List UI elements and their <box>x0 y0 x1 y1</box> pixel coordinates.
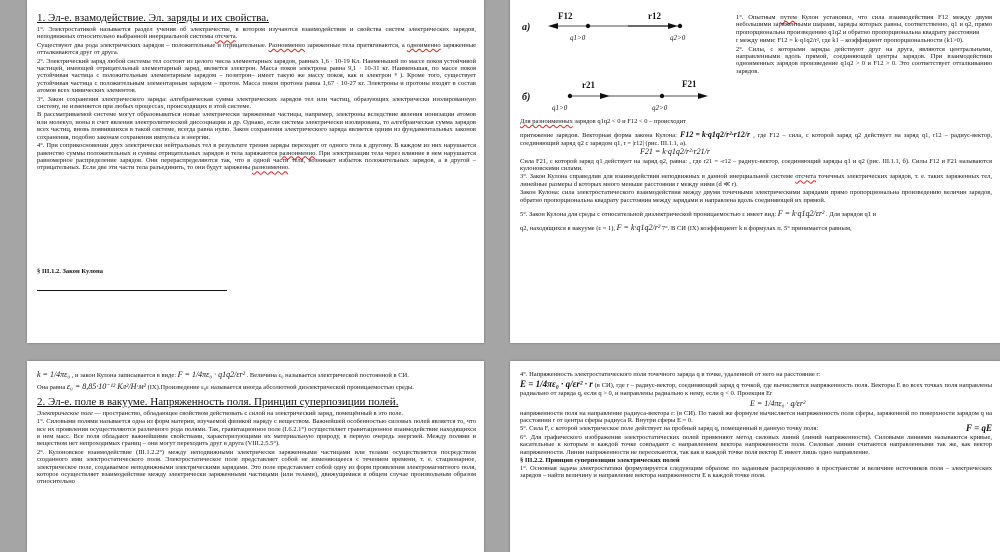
q2-label: q2>0 <box>670 34 686 42</box>
f21-label: F21 <box>682 79 697 89</box>
divider <box>37 290 227 291</box>
r12-label: r12 <box>648 11 661 21</box>
page-title: 1. Эл-е. взамодействие. Эл. заряды и их свойства. <box>37 12 269 24</box>
force-arrow-f21 <box>698 93 708 99</box>
spell-flag: путем <box>780 14 797 21</box>
charge-q1-dot <box>586 24 590 28</box>
diagram-a-label: а) <box>522 22 531 33</box>
spell-flag: отсчета <box>795 173 817 181</box>
force-arrow-f12 <box>548 23 558 29</box>
field-scalar-formula: E = 1/4πε₀ · q/εr² <box>750 399 806 409</box>
spell-flag: Для разноименных <box>520 118 573 125</box>
k-formula: k = 1/4πε₀ <box>37 370 71 379</box>
section-heading: § III.1.2. Закон Кулона <box>37 268 103 275</box>
document-page-3 <box>27 361 484 552</box>
spell-flag: разноименно <box>251 164 289 172</box>
formula-line: k = 1/4πε₀ , и закон Кулона записывается в виде: F = 1/4πε₀ · q1q2/εr² . Величина ε₀ называется электрической постоянной в СИ. <box>37 370 409 379</box>
paragraph: 3°. Закон сохранения электрического заряда: алгебраическая сумма электрических зарядов тел или частиц, образующих электрически изолированную систему, не изменяется при любых процессах, происходящих в этой системе. <box>37 95 476 111</box>
spell-flag: Разноименно <box>268 41 306 49</box>
radius-arrow-r21 <box>600 93 610 99</box>
document-page-2 <box>510 0 1000 343</box>
paragraph: Она равна ε₀ = 8,85·10⁻¹² Кл²/Н·м² (IX).Произведение ε₀ε называется иногда абсолютной диэлектрической проницаемостью среды. <box>37 382 415 392</box>
formula-line <box>520 400 992 408</box>
paragraph: F = qE 5°. Сила F, с которой электрическое поле действует на пробный заряд q, помещенный в данную точку поля: <box>520 423 992 434</box>
coulomb-force-diagram <box>510 8 715 118</box>
charge-q2-dot <box>678 24 682 28</box>
paragraph: 2°. Электрический заряд любой системы тел состоит из целого числа элементарных зарядов, равных 1,6 · 10-19 Кл. Наименьшей по массе покоя устойчивой частицей, имеющей отрицательный элементарный заряд, является электрон. Масса покоя электрона равна 9,1 · 10-31 кг. Наименьшая, по массе покоя устойчивая частица с положительным элементарным зарядом – позитрон– имеет такую же массу покоя, как и электрон ⁸ ). Кроме того, существует устойчивая частица с положительным элементарным зарядом – протон. Масса покоя протона равна 1,67 · 10-27 кг. Электроны и протоны входят в состав атомов всех химических элементов. <box>37 57 476 95</box>
paragraph: r между ними: F12 = k·q1q2/r², где k1 – коэффициент пропорциональности (k1>0). <box>736 37 964 45</box>
q1-label: q1>0 <box>570 34 586 42</box>
paragraph: Электрическое поле — пространство, обладающее свойством действовать с силой на электрический заряд, помещённый в это поле. <box>37 409 404 417</box>
radius-arrow-r12 <box>668 23 678 29</box>
coulomb-f21-formula: F21 = k·q1q2/r²·r21/r <box>640 147 711 157</box>
paragraph: q2, находящихся в вакууме (ε = 1), F = k·q1q2/r² 7°. В СИ (IX) коэффициент k в формулах п. 5° принимается равным, <box>520 223 852 233</box>
paragraph: 4°. При соприкосновении двух электрически нейтральных тел в результате трения заряды переходят от одного тела к другому. В каждом из них нарушается равенство суммы положительных и суммы отрицательных зарядов и тела заряжаются разноименно. При электризации тела через влияние в нем нарушается равномерное распределение зарядов. Они перераспределяются так, что в одной части тела, возникает избыток положительных зарядов, а в другой – отрицательных. Если две эти части тела разъединить, то они будут заряжены разноименно. <box>37 142 477 172</box>
document-page-1 <box>27 0 484 343</box>
f12-label: F12 <box>558 11 573 21</box>
document-page-4 <box>510 361 1000 552</box>
field-vector-formula: E = 1/4πε₀ · q/εr² · r <box>520 379 593 390</box>
paragraph: Для разноименных зарядов q1q2 < 0 и F12 < 0 – происходит <box>520 118 686 125</box>
paragraph: Закон Кулона: сила электростатического взаимодействия между двумя точечными электрическими зарядами прямо пропорциональна произведению величин зарядов, обратно пропорциональна квадрату расстояния между зарядами и направлена вдоль соединяющей их прямой. <box>520 189 992 204</box>
paragraph: 4°. Напряженность электростатического поля точечного заряда q в точке, удаленной от него на расстояние r: <box>520 371 821 378</box>
paragraph: 6°. Для графического изображения электростатических полей применяют метод силовых линий (линий напряженности). Силовыми линиями называются кривые, касательные к которым в каждой точке совпадают с направлением вектора напряженности поля. Силовые линии считаются направленными так же, как вектор напряженности. Линии напряженности не пересекаются, так как в каждой точке поля вектор E имеет лишь одно направление. <box>520 433 992 456</box>
coulomb-vector-formula: F12 = k·q1q2/r²·r12/r <box>680 130 751 140</box>
paragraph: Сила F21, с которой заряд q1 действует на заряд q2, равна: , где r21 = -r12 – радиус-вектор, соединяющий заряды q1 и q2 (рис. III.1.1, б). Силы F12 и F21 называются кулоновскими силами. <box>520 157 993 173</box>
section-heading: § III.2.2. Принцип суперпозиции электрических полей <box>520 457 680 465</box>
paragraph: В рассматриваемой системе могут образовываться новые электрически заряженные частицы, например, электроны вследствие явления ионизации атомов или молекул, ионы в счет явления электролитической диссоциации и др. Однако, если система электрически изолирована, то алгебраическая сумма зарядов всех частиц, вновь появившихся в такой системе, всегда равна нулю. Закон сохранения электрического заряда является одним из фундаментальных законов сохранения, подобно законам сохранения импульса и энергии. <box>37 111 476 141</box>
coulomb-si-formula: F = 1/4πε₀ · q1q2/εr² <box>177 370 245 379</box>
paragraph: Существуют два рода электрических зарядов – положительные и отрицательные. Разноименно заряженные тела притягиваются, а одноименно заряженные отталкиваются друг от друга. <box>37 41 477 57</box>
charge-q1-dot <box>568 94 572 98</box>
paragraph: 3°. Закон Кулона справедлив для взаимодействия неподвижных в данной инерциальной системе отсчета точечных электрических зарядов, т. е. таких заряженных тел, линейные размеры d которых много меньше расстояния r между ними (d ≪ r). <box>520 173 993 188</box>
paragraph: напряженности поля на направление радиуса-вектора r: (в СИ). По такой же формуле вычисляется напряженность поля сферы, заряженной по поверхности зарядом q на расстоянии r от центра сферы радиуса R. Внутри сферы E = 0. <box>520 409 992 425</box>
formula-line <box>520 148 992 156</box>
page-title: 2. Эл-е. поле в вакууме. Напряженность поля. Принцип суперпозиции полей. <box>37 395 399 408</box>
diagram-b-label: б) <box>522 92 531 103</box>
spell-flag: разноименно <box>279 149 316 157</box>
coulomb-medium-formula: F = k·q1q2/εr² <box>777 209 825 219</box>
q1-label: q1>0 <box>552 104 568 112</box>
paragraph: E = 1/4πε₀ · q/εr² · r (в СИ), где r – радиус-вектор, соединяющий заряд q точкой, где вычисляется напряженность поля. Векторы E во всех точках поля направлены радиально от заряда q, если q > 0, и направлены радиально к нему, если q < 0. Проекция Er <box>520 379 993 397</box>
paragraph: 1°. Силовыми полями называется одна из форм материи, изучаемой физикой наряду с веществом. Важнейшей особенностью силовых полей является то, что все их проявления осуществляются различного рода полями. Так, гравитационное поле (I.6.2.1°) осуществляет гравитационное взаимодействие находящихся в нем масс. Все поля обладают важнейшими свойствами, характеризующими их материальную природу, в первую очередь энергией. Между полями и веществом нет непроходимых границ – они могут переходить друг в друга (VIII.2.5.5°). <box>37 418 476 448</box>
charge-q2-dot <box>660 94 664 98</box>
spell-flag: одноименно <box>406 41 441 49</box>
coulomb-vacuum-formula: F = k·q1q2/r² <box>616 223 661 233</box>
r21-label: r21 <box>582 80 595 90</box>
paragraph: 5°. Закон Кулона для среды с относительной диэлектрической проницаемостью ε имеет вид: F = k·q1q2/εr² . Для зарядов q1 и <box>520 209 877 219</box>
paragraph: 1°. Опытным путем Кулон установил, что сила взаимодействия F12 между двумя небольшими заряженными шарами, заряды которых равны, соответственно, q1 и q2, прямо пропорциональна произведению q1q2 и обратно пропорциональна квадрату расстояния <box>736 14 993 36</box>
q2-label: q2>0 <box>652 104 668 112</box>
paragraph: притяжение зарядов. Векторная форма закона Кулона: F12 = k·q1q2/r²·r12/r , где F12 – сила, с которой заряд q2 действует на заряд q1, r12 – радиус-вектор, соединяющий заряд q2 с зарядом q1, r = |r12| (рис. III.1.1, а). <box>520 130 993 147</box>
force-field-formula: F = qE <box>966 423 992 434</box>
paragraph: 2°. Кулоновское взаимодействие (III.1.2.2°) между неподвижными электрически заряженными частицами или телами осуществляется посредством созданного ими электростатического поля. Электростатическое поле представляет собой не изменяющееся с течением времени, т. е. стационарное, электрическое поле, создаваемое неподвижными электрическими зарядами. Это поле представляет собой одну из форм проявления электромагнитного поля, которое осуществляет взаимодействие между электрически заряженными частицами (или телами), движущимися в общем случае произвольным образом относительно <box>37 448 476 486</box>
epsilon0-formula: ε₀ = 8,85·10⁻¹² Кл²/Н·м² <box>66 382 146 392</box>
paragraph: 1°. Электростатикой называется раздел учения об электричестве, в котором изучаются взаимодействия и свойства систем электрических зарядов, неподвижных относительно выбранной инерциальной системы отсчета. <box>37 26 476 41</box>
paragraph: 1°. Основная задача электростатики формулируется следующим образом: по заданным распределению в пространстве и величине источников поля – электрических зарядов – найти величину и направление вектора напряженности E в каждой точке поля. <box>520 465 992 480</box>
paragraph: 2°. Силы, с которыми заряды действуют друг на друга, являются центральными, направленными вдоль прямой, соединяющей центры зарядов. При взаимодействии одноименных зарядов произведение q1q2 > 0 и F12 > 0. Это соответствует отталкиванию зарядов. <box>736 45 992 75</box>
spell-flag: отсчета <box>214 33 236 41</box>
